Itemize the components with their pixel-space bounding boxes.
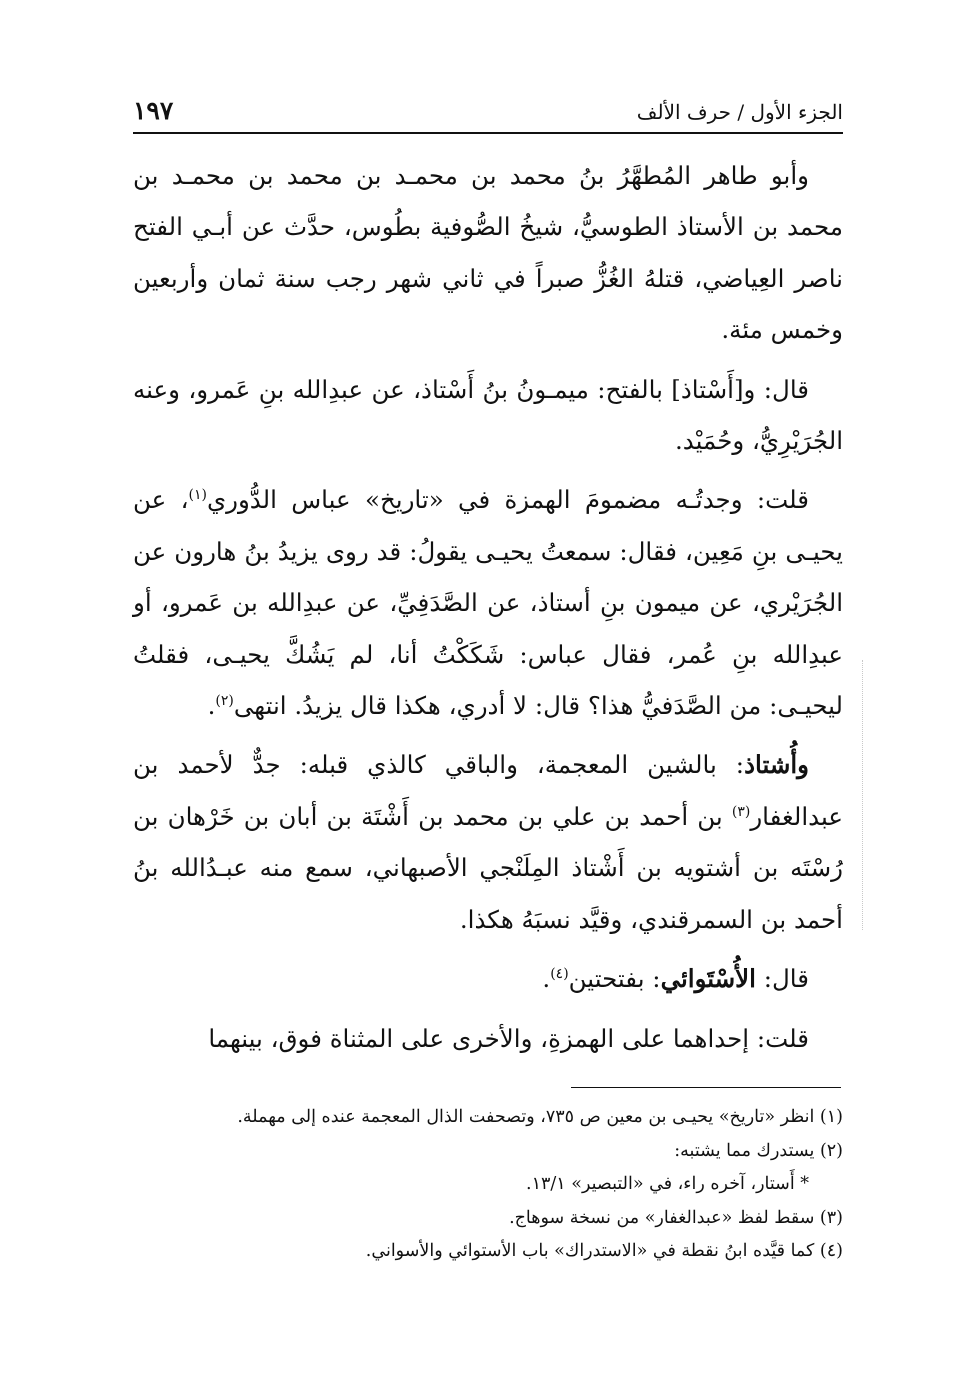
running-header <box>133 96 843 134</box>
page-number: ١٩٧ <box>133 96 174 125</box>
paragraph-text: : بفتحتين <box>568 964 661 994</box>
paragraph-text: : بالشين المعجمة، والباقي كالذي قبله: جدٌّ لأحمد بن عبدالغفار <box>133 750 843 831</box>
footnote-separator <box>571 1087 841 1088</box>
footnote: (٤) كما قيَّده ابنُ نقطة في «الاستدراك» باب الأستوائي والأسواني. <box>365 1241 843 1261</box>
footnote-ref: (٣) <box>731 803 751 820</box>
footnote-ref: (١) <box>188 487 207 504</box>
paragraph <box>133 953 843 1004</box>
paragraph: قال: و[أَسْتاذ] بالفتح: ميمـونُ بنُ أَسْتاذ، عن عبدِالله بنِ عَمرو، وعنه الجُرَيْرِيُّ، وحُمَيْد. <box>133 374 843 456</box>
paragraph-text: . <box>542 964 551 994</box>
paragraph: قلت: إحداهما على الهمزةِ، والأخرى على المثناة فوق، بينهما <box>208 1023 809 1053</box>
paragraph <box>133 739 843 945</box>
margin-mark <box>862 660 863 930</box>
entry-headword: وأُشتاذ <box>744 750 809 780</box>
footnote-sub-item: * أَستار، آخره راء، في «التبصير» ١٣/١. <box>526 1174 809 1194</box>
paragraph-text: قلت: وجدتُـه مضمومَ الهمزة في «تاريخ» عباس الدُّوري <box>206 485 809 515</box>
paragraph-text: بن أحمد بن علي بن محمد بن أَشْتَة بن أبان بن خَرْهان بن رُسْتَه بن أشتويه بن أَشْتاذ المِلَنْجي الأصبهاني، سمع منه عبـدُالله بنُ أحمد بن السمرقندي، وقيَّد نسبَهُ هكذا. <box>133 801 843 934</box>
paragraph-text: ، عن يحيـى بنِ مَعِين، فقال: سمعتُ يحيـى يقولُ: قد روى يزيدُ بنُ هارون عن الجُرَيْري، عن ميمون بنِ أستاذ، عن الصَّدَفِيِّ، عن عبدِالله بن عَمرو، أو عبدِالله بنِ عُمر، فقال عباس: شَكَكْتُ أنا، لم يَشُكَّ يحيـى، فقلتُ ليحيـى: من الصَّدَفيُّ هذا؟ قال: لا أدري، هكذا قال يزيدُ. انتهى <box>133 485 843 721</box>
footnote: (٣) سقط لفظ «عبدالغفار» من نسخة سوهاج. <box>509 1207 843 1228</box>
paragraph: وأبو طاهر المُطهَّرُ بنُ محمد بن محمـد بن محمد بن محمـد بن محمد بن الأستاذ الطوسيُّ، شيخُ الصُّوفية بطُوس، حدَّث عن أبـي الفتح ناصر العِياضي، قتلهُ الغُزُّ صبراً في ثاني شهر رجب سنة ثمان وأربعين وخمس مئة. <box>133 161 843 345</box>
paragraph-text: قال: <box>755 964 809 994</box>
footnote-ref: (٢) <box>215 692 234 709</box>
running-title: الجزء الأول / حرف الألف <box>636 100 843 124</box>
entry-headword: الأُسْتَوائي <box>660 964 756 994</box>
footnote: (١) انظر «تاريخ» يحيـى بن معين ص ٧٣٥، وتصحفت الذال المعجمة عنده إلى مهملة. <box>237 1107 843 1127</box>
footnote: (٢) يستدرك مما يشتبه: <box>674 1140 843 1161</box>
paragraph <box>133 474 843 731</box>
footnotes <box>133 1101 843 1269</box>
paragraph-text: . <box>207 691 216 721</box>
main-text <box>133 150 843 1072</box>
footnote-ref: (٤) <box>550 965 569 982</box>
